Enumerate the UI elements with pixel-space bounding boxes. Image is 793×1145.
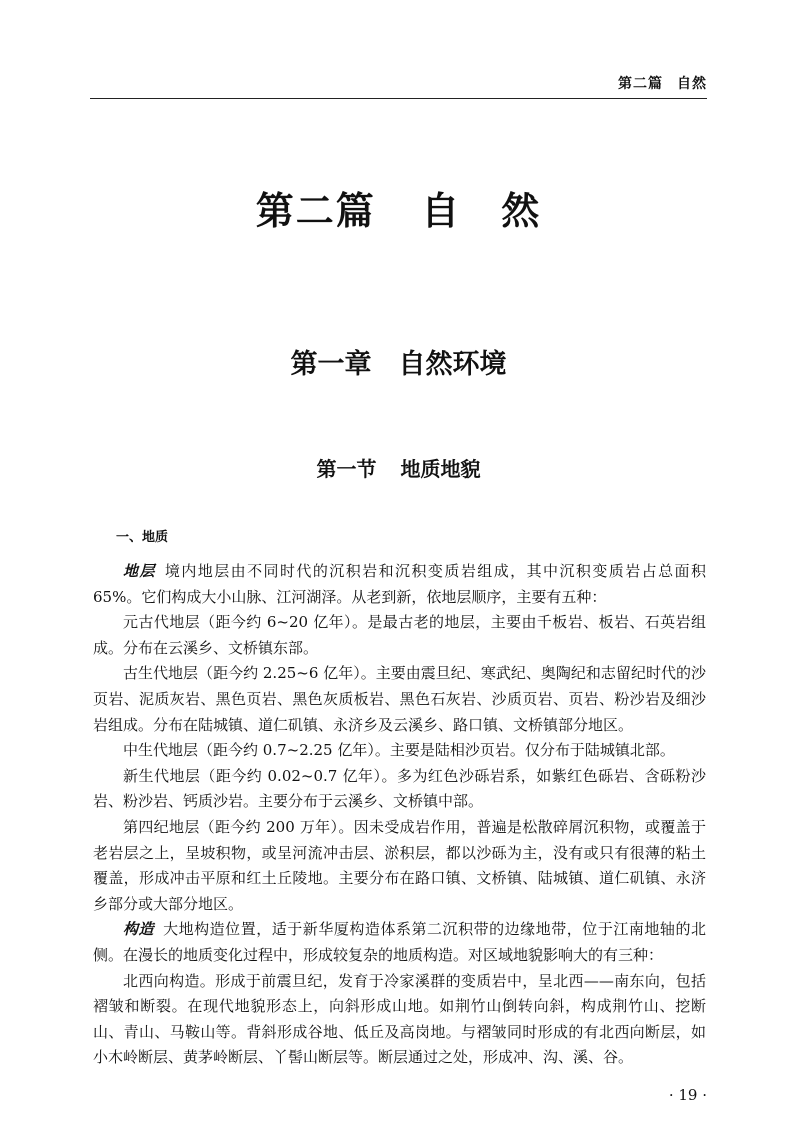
page-number: · 19 · — [668, 1085, 707, 1104]
paragraph — [93, 661, 706, 738]
paragraph-text: 大地构造位置，适于新华厦构造体系第二沉积带的边缘地带，位于江南地轴的北侧。在漫长的地质变化过程中，形成较复杂的地质构造。对区域地貌影响大的有三种： — [93, 920, 706, 964]
paragraph — [93, 917, 706, 968]
paragraph-text: 元古代地层（距今约 6~20 亿年）。是最古老的地层，主要由千板岩、板岩、石英岩组成。分布在云溪乡、文桥镇东部。 — [93, 613, 706, 657]
sub-heading: 一、地质 — [116, 530, 169, 545]
paragraph-text: 北西向构造。形成于前震旦纪，发育于冷家溪群的变质岩中，呈北西——南东向，包括褶皱和断裂。在现代地貌形态上，向斜形成山地。如荆竹山倒转向斜，构成荆竹山、挖断山、青山、马鞍山等。背斜形成谷地、低丘及高岗地。与褶皱同时形成的有北西向断层，如小木岭断层、黄茅岭断层、丫髻山断层等。断层通过之处，形成冲、沟、溪、谷。 — [93, 971, 706, 1067]
running-head-part: 第二篇 — [618, 76, 663, 92]
paragraph — [93, 969, 706, 1071]
paragraph-text: 中生代地层（距今约 0.7~2.25 亿年）。主要是陆相沙页岩。仅分布于陆城镇北部。 — [123, 741, 675, 760]
paragraph-lead: 构造 — [123, 920, 155, 939]
chapter-title — [90, 347, 707, 383]
part-number: 第二篇 — [255, 188, 376, 233]
paragraph — [93, 559, 706, 610]
paragraph — [93, 815, 706, 917]
running-head-name: 自然 — [677, 76, 707, 92]
part-name: 自 然 — [421, 188, 542, 233]
paragraph — [93, 610, 706, 661]
running-head — [90, 74, 707, 99]
paragraph-text: 古生代地层（距今约 2.25~6 亿年）。主要由震旦纪、寒武纪、奥陶纪和志留纪时代的沙页岩、泥质灰岩、黑色页岩、黑色灰质板岩、黑色石灰岩、沙质页岩、页岩、粉沙岩及细沙岩组成。分布在陆城镇、道仁矶镇、永济乡及云溪乡、路口镇、文桥镇部分地区。 — [93, 664, 706, 734]
paragraph — [93, 738, 706, 764]
section-number: 第一节 — [316, 457, 377, 481]
part-title — [90, 187, 707, 235]
paragraph — [93, 764, 706, 815]
paragraph-text: 新生代地层（距今约 0.02~0.7 亿年）。多为红色沙砾岩系，如紫红色砾岩、含砾粉沙岩、粉沙岩、钙质沙岩。主要分布于云溪乡、文桥镇中部。 — [93, 766, 706, 811]
section-name: 地质地貌 — [400, 457, 481, 481]
paragraph-lead: 地层 — [123, 562, 156, 580]
section-title — [90, 455, 707, 483]
chapter-name: 自然环境 — [398, 349, 507, 380]
paragraph-text: 第四纪地层（距今约 200 万年）。因未受成岩作用，普遍是松散碎屑沉积物，或覆盖于老岩层之上，呈坡积物，或呈河流冲击层、淤积层，都以沙砾为主，没有或只有很薄的粘土覆盖，形成冲击平原和红土丘陵地。主要分布在路口镇、文桥镇、陆城镇、道仁矶镇、永济乡部分或大部分地区。 — [93, 817, 706, 913]
body-text — [93, 559, 706, 1071]
chapter-number: 第一章 — [290, 349, 372, 380]
paragraph-text: 境内地层由不同时代的沉积岩和沉积变质岩组成，其中沉积变质岩占总面积 65%。它们构成大小山脉、江河湖泽。从老到新，依地层顺序，主要有五种： — [93, 562, 706, 606]
